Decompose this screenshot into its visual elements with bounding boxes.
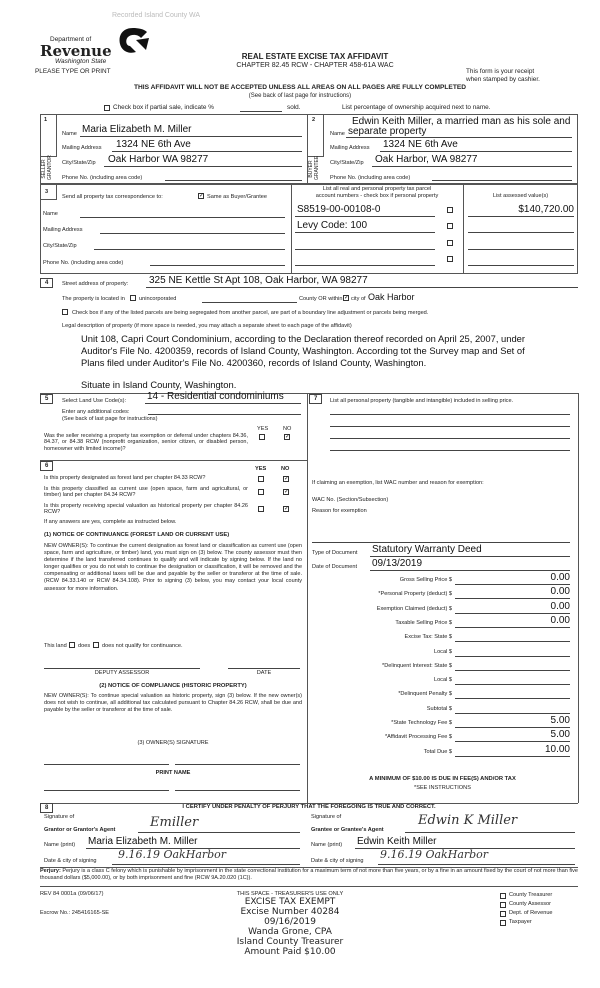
exemption-question: Was the seller receiving a property tax exemption or deferral under chapters 84.36, 84.37, or 84.38 RCW (nonprofit organization, senior citizen, or disabled person, homeowner with limited income)? bbox=[44, 433, 248, 452]
minimum-due-note: A MINIMUM OF $10.00 IS DUE IN FEE(S) AND/OR TAX bbox=[369, 776, 516, 782]
fee-label: *Affidavit Processing Fee $ bbox=[384, 734, 452, 741]
grantee-signature[interactable]: Edwin K Miller bbox=[418, 813, 518, 828]
underline bbox=[455, 698, 570, 699]
treasurer-use-label: THIS SPACE - TREASURER'S USE ONLY bbox=[236, 891, 344, 897]
partial-sale-checkbox[interactable] bbox=[104, 105, 110, 111]
copy-checkbox[interactable] bbox=[500, 911, 506, 917]
sold-label: sold. bbox=[287, 104, 301, 111]
section-number-cell bbox=[40, 184, 57, 200]
city-checkbox[interactable]: ✓ bbox=[344, 295, 350, 301]
grantor-agent-label: Grantor or Grantor's Agent bbox=[44, 827, 116, 833]
signature-of-label: Signature of bbox=[44, 814, 75, 820]
underline bbox=[455, 684, 570, 685]
county-field[interactable] bbox=[202, 302, 297, 303]
correspondence-label: Send all property tax correspondence to: bbox=[62, 194, 163, 200]
copy-label: Dept. of Revenue bbox=[509, 910, 553, 916]
see-back-note: (See back of last page for instructions) bbox=[248, 93, 352, 99]
current-use-no-checkbox[interactable]: ✓ bbox=[284, 489, 290, 495]
grantor-print-name[interactable]: Maria Elizabeth M. Miller bbox=[88, 836, 198, 847]
notice-continuance-text: NEW OWNER(S): To continue the current designation as forest land or classification as current use (open space, farm and agriculture, or timber) land, you must sign on (3) below. The county assessor must then determine if the land transferred continues to qualify and will indicate by signing below. If the land no longer qualifies or you do not wish to continue the designation or classification, it will be removed and the compensating or additional taxes will be due and payable by the seller or transferor at the time of sale. (RCW 84.33.140 or RCW 84.34.108). Prior to signing (3) below, you may contact your local county assessor for more information. bbox=[44, 543, 302, 592]
stamp-line: Excise Number 40284 bbox=[240, 907, 340, 917]
underline bbox=[455, 756, 570, 757]
stamp-line: EXCISE TAX EXEMPT bbox=[244, 897, 336, 907]
corr-name-field[interactable] bbox=[80, 217, 285, 218]
forest-no-checkbox[interactable]: ✓ bbox=[284, 476, 290, 482]
city-of-label: city of bbox=[351, 296, 366, 302]
fee-label: Total Due $ bbox=[423, 748, 452, 755]
fee-value[interactable]: 0.00 bbox=[550, 614, 570, 626]
underline bbox=[295, 265, 435, 266]
does-not-label: does not qualify for continuance. bbox=[102, 643, 183, 649]
underline bbox=[455, 656, 570, 657]
personal-property-line[interactable] bbox=[330, 450, 570, 451]
parcel-header: account numbers - check box if personal property bbox=[315, 193, 439, 199]
buyer-phone-label: Phone No. (including area code) bbox=[330, 175, 411, 181]
no-header: NO bbox=[283, 426, 292, 432]
located-label: The property is located in bbox=[62, 296, 125, 302]
underline bbox=[138, 832, 300, 833]
underline bbox=[405, 832, 575, 833]
buyer-mailing-address[interactable]: 1324 NE 6th Ave bbox=[383, 139, 458, 150]
section-7-number: 7 bbox=[309, 394, 322, 404]
partial-sale-label: Check box if partial sale, indicate % bbox=[113, 104, 214, 111]
underline bbox=[112, 151, 302, 152]
buyer-name-label: Name bbox=[330, 131, 345, 137]
forest-yes-checkbox[interactable] bbox=[258, 476, 264, 482]
section-6-number: 6 bbox=[40, 461, 53, 471]
corr-mail-field[interactable] bbox=[100, 233, 285, 234]
fee-label: Taxable Selling Price $ bbox=[395, 619, 452, 626]
property-street-address[interactable]: 325 NE Kettle St Apt 108, Oak Harbor, WA 98277 bbox=[149, 275, 368, 286]
deputy-assessor-label: DEPUTY ASSESSOR bbox=[94, 670, 150, 676]
underline bbox=[346, 137, 572, 138]
fee-value[interactable]: 0.00 bbox=[550, 600, 570, 612]
dor-logo-icon bbox=[116, 26, 150, 56]
underline bbox=[455, 641, 570, 642]
fee-value[interactable]: 5.00 bbox=[550, 729, 570, 741]
land-qualify-label: This land bbox=[44, 643, 67, 649]
underline bbox=[370, 570, 570, 571]
underline bbox=[455, 713, 570, 714]
buyer-name-line2[interactable]: separate property bbox=[348, 126, 427, 137]
corr-phone-label: Phone No. (including area code) bbox=[43, 260, 124, 266]
copy-label: County Assessor bbox=[509, 901, 551, 907]
underline bbox=[468, 265, 574, 266]
perjury-label: Perjury: bbox=[40, 868, 61, 874]
buyer-grantee-label: BUYER GRANTEE bbox=[308, 155, 320, 180]
please-type-or-print: PLEASE TYPE OR PRINT bbox=[35, 68, 111, 75]
seller-mail-label: Mailing Address bbox=[62, 145, 102, 151]
owner-print-name-field[interactable] bbox=[175, 790, 300, 791]
personal-property-line[interactable] bbox=[330, 438, 570, 439]
corr-phone-field[interactable] bbox=[150, 265, 285, 266]
section-4-number: 4 bbox=[40, 278, 53, 288]
copy-checkbox[interactable] bbox=[500, 902, 506, 908]
reason-field[interactable] bbox=[312, 542, 570, 543]
county-or-label: County OR within bbox=[299, 296, 343, 302]
escrow-number: Escrow No.: 245416165-SE bbox=[40, 910, 110, 916]
date-label: DATE bbox=[256, 670, 272, 676]
reason-label: Reason for exemption bbox=[312, 508, 367, 514]
personal-property-checkbox[interactable] bbox=[447, 223, 453, 229]
buyer-city-state-zip[interactable]: Oak Harbor, WA 98277 bbox=[375, 154, 478, 165]
buyer-city-label: City/State/Zip bbox=[330, 160, 364, 166]
historic-yes-checkbox[interactable] bbox=[258, 506, 264, 512]
assessed-value[interactable]: $140,720.00 bbox=[518, 204, 574, 215]
assessed-value-header: List assessed value(s) bbox=[492, 193, 549, 199]
form-revision: REV 84 0001a (09/06/17) bbox=[40, 891, 104, 897]
logo-text: Washington State bbox=[55, 58, 107, 65]
deputy-assessor-signature[interactable] bbox=[44, 668, 200, 669]
parcel-number[interactable]: Levy Code: 100 bbox=[297, 220, 368, 231]
fee-label: Local $ bbox=[433, 677, 452, 684]
underline bbox=[295, 249, 435, 250]
form-chapter: CHAPTER 82.45 RCW - CHAPTER 458-61A WAC bbox=[236, 62, 394, 69]
see-instructions-note: *SEE INSTRUCTIONS bbox=[414, 785, 471, 791]
fee-value[interactable]: 0.00 bbox=[550, 586, 570, 598]
buyer-name-line1[interactable]: Edwin Keith Miller, a married man as his sole and bbox=[352, 116, 571, 127]
personal-property-checkbox[interactable] bbox=[447, 207, 453, 213]
additional-codes-field[interactable] bbox=[148, 414, 301, 415]
personal-property-checkbox[interactable] bbox=[447, 240, 453, 246]
perjury-text: Perjury is a class C felony which is punishable by imprisonment in the state correctional institution for a maximum term of not more than five years, or by a fine in an amount fixed by the court of not more than five thousand dollars ($5,000.00), or by both imprisonment and fine (RCW 9A.20.020 (1C)). bbox=[40, 868, 578, 881]
situate-line: Situate in Island County, Washington. bbox=[81, 379, 237, 390]
underline bbox=[145, 403, 301, 404]
additional-codes-label: Enter any additional codes: bbox=[62, 409, 130, 415]
underline bbox=[380, 151, 572, 152]
notice-compliance-text: NEW OWNER(S): To continue special valuation as historic property, sign (3) below. If the new owner(s) does not wish to continue, all additional tax calculated pursuant to Chapter 84.26 RCW, shall be due and payable by the seller or transferor at the time of sale. bbox=[44, 693, 302, 714]
personal-property-label: List all personal property (tangible and intangible) included in selling price. bbox=[330, 398, 514, 404]
logo-text: Department of bbox=[50, 36, 92, 43]
land-use-code[interactable]: 14 - Residential condominiums bbox=[147, 391, 284, 402]
yes-header: YES bbox=[255, 466, 267, 472]
warning-text: THIS AFFIDAVIT WILL NOT BE ACCEPTED UNLESS ALL AREAS ON ALL PAGES ARE FULLY COMPLETED bbox=[133, 84, 467, 91]
legal-description-line: Auditor's File No. 4200359, records of Island County, Washington. According tot the Survey map and Set of bbox=[81, 345, 525, 356]
fee-label: *Delinquent Interest: State $ bbox=[382, 662, 452, 669]
legal-description-label: Legal description of property (if more space is needed, you may attach a separate sheet to each page of the affidavit) bbox=[62, 323, 352, 329]
copy-label: Taxpayer bbox=[509, 919, 532, 925]
if-yes-note: If any answers are yes, complete as instructed below. bbox=[44, 519, 177, 525]
document-type[interactable]: Statutory Warranty Deed bbox=[372, 544, 482, 555]
divider bbox=[40, 460, 307, 461]
corr-city-field[interactable] bbox=[94, 249, 285, 250]
section-1-number: 1 bbox=[44, 117, 48, 123]
print-name-label: PRINT NAME bbox=[155, 770, 191, 776]
does-qualify-checkbox[interactable] bbox=[69, 642, 75, 648]
underline bbox=[104, 166, 302, 167]
treasurer-stamp bbox=[200, 897, 380, 957]
date-city-label: Date & city of signing bbox=[44, 858, 97, 864]
same-as-buyer-label: Same as Buyer/Grantee bbox=[207, 194, 268, 200]
partial-percent-field[interactable] bbox=[240, 111, 282, 112]
underline bbox=[295, 216, 435, 217]
date-city-label: Date & city of signing bbox=[311, 858, 364, 864]
wac-label: WAC No. (Section/Subsection) bbox=[312, 497, 389, 503]
seller-mailing-address[interactable]: 1324 NE 6th Ave bbox=[116, 139, 191, 150]
underline bbox=[468, 232, 574, 233]
underline bbox=[378, 864, 575, 865]
signature-of-label: Signature of bbox=[311, 814, 342, 820]
fee-value[interactable]: 10.00 bbox=[544, 743, 570, 755]
underline bbox=[295, 232, 435, 233]
underline bbox=[468, 216, 574, 217]
underline bbox=[455, 584, 570, 585]
doc-type-label: Type of Document bbox=[312, 550, 358, 556]
fee-value[interactable]: 5.00 bbox=[550, 715, 570, 726]
seller-phone-field[interactable] bbox=[165, 180, 302, 181]
parcel-number[interactable]: S8519-00-00108-0 bbox=[297, 204, 381, 215]
segregated-label: Check box if any of the listed parcels are being segregated from another parcel, are part of a boundary line adjustment or parcels being merged. bbox=[72, 310, 429, 316]
grantee-print-name[interactable]: Edwin Keith Miller bbox=[357, 836, 437, 847]
underline bbox=[455, 598, 570, 599]
section-3-number: 3 bbox=[45, 189, 49, 195]
divider bbox=[40, 886, 578, 887]
segregated-checkbox[interactable] bbox=[62, 309, 68, 315]
personal-property-line[interactable] bbox=[330, 414, 570, 415]
copy-checkbox[interactable] bbox=[500, 893, 506, 899]
perjury-notice bbox=[40, 868, 578, 882]
logo-text: Revenue bbox=[40, 42, 112, 60]
seller-name[interactable]: Maria Elizabeth M. Miller bbox=[82, 124, 192, 135]
underline bbox=[112, 864, 300, 865]
document-date[interactable]: 09/13/2019 bbox=[372, 558, 423, 569]
land-use-label: Select Land Use Code(s): bbox=[62, 398, 127, 404]
receipt-note: when stamped by cashier. bbox=[466, 76, 540, 83]
grantee-agent-label: Grantee or Grantee's Agent bbox=[311, 827, 384, 833]
divider bbox=[578, 393, 579, 803]
seller-grantor-label: SELLER GRANTOR bbox=[41, 155, 53, 180]
underline bbox=[80, 136, 302, 137]
form-title: REAL ESTATE EXCISE TAX AFFIDAVIT bbox=[241, 52, 389, 61]
fee-label: Exemption Claimed (deduct) $ bbox=[376, 605, 452, 612]
fee-label: *Personal Property (deduct) $ bbox=[378, 591, 452, 598]
street-address-label: Street address of property: bbox=[62, 281, 129, 287]
fee-label: Local $ bbox=[433, 648, 452, 655]
does-not-qualify-checkbox[interactable] bbox=[93, 642, 99, 648]
owner-signature-field[interactable] bbox=[175, 764, 300, 765]
yes-header: YES bbox=[257, 426, 269, 432]
underline bbox=[455, 670, 570, 671]
seller-name-label: Name bbox=[62, 131, 77, 137]
stamp-line: Amount Paid $10.00 bbox=[244, 947, 336, 957]
unincorporated-checkbox[interactable] bbox=[130, 295, 136, 301]
underline bbox=[455, 741, 570, 742]
personal-property-checkbox[interactable] bbox=[447, 256, 453, 262]
historic-question: Is this property receiving special valuation as historical property per chapter 84.26 RCW? bbox=[44, 503, 248, 516]
underline bbox=[468, 249, 574, 250]
fee-value[interactable]: 0.00 bbox=[550, 572, 570, 583]
assessor-date[interactable] bbox=[228, 668, 300, 669]
seller-city-state-zip[interactable]: Oak Harbor WA 98277 bbox=[108, 154, 209, 165]
underline bbox=[455, 627, 570, 628]
legal-description-line: Plans filed under Auditor's File No. 4200360, records of Island County, Washington. bbox=[81, 357, 427, 368]
notice-compliance-title: (2) NOTICE OF COMPLIANCE (HISTORIC PROPERTY) bbox=[99, 683, 247, 689]
fee-label: *Delinquent Penalty $ bbox=[398, 691, 452, 698]
legal-description-line: Unit 108, Capri Court Condominium, according to the Declaration thereof recorded on April 25, 2007, under bbox=[81, 333, 526, 344]
forest-land-question: Is this property designated as forest land per chapter 84.33 RCW? bbox=[44, 475, 206, 481]
buyer-mail-label: Mailing Address bbox=[330, 145, 370, 151]
ownership-note: List percentage of ownership acquired next to name. bbox=[342, 104, 491, 111]
doc-date-label: Date of Document bbox=[312, 564, 358, 570]
underline bbox=[370, 556, 570, 557]
notice-continuance-title: (1) NOTICE OF CONTINUANCE (FOREST LAND OR CURRENT USE) bbox=[44, 532, 230, 538]
corr-city-label: City/State/Zip bbox=[43, 243, 77, 249]
recording-stamp-faint: Recorded Island County WA bbox=[112, 12, 201, 19]
personal-property-line[interactable] bbox=[330, 426, 570, 427]
fee-label: *State Technology Fee $ bbox=[391, 720, 452, 726]
does-label: does bbox=[78, 643, 91, 649]
same-as-buyer-checkbox[interactable]: ✓ bbox=[199, 193, 205, 199]
exemption-claim-label: If claiming an exemption, list WAC number and reason for exemption: bbox=[312, 480, 484, 486]
name-print-label: Name (print) bbox=[44, 842, 76, 848]
corr-name-label: Name bbox=[43, 211, 58, 217]
parcel-header: List all real and personal property tax parcel bbox=[322, 186, 432, 192]
section-2-number: 2 bbox=[312, 117, 316, 123]
stamp-line: Island County Treasurer bbox=[236, 937, 344, 947]
corr-mail-label: Mailing Address bbox=[43, 227, 83, 233]
owner-signature-field[interactable] bbox=[44, 764, 169, 765]
current-use-question: Is this property classified as current use (open space, farm and agricultural, or timber) land per chapter 84.34 RCW? bbox=[44, 486, 248, 499]
current-use-yes-checkbox[interactable] bbox=[258, 489, 264, 495]
copy-checkbox[interactable] bbox=[500, 920, 506, 926]
section-5-number: 5 bbox=[40, 394, 53, 404]
name-print-label: Name (print) bbox=[311, 842, 343, 848]
owner-print-name-field[interactable] bbox=[44, 790, 169, 791]
historic-no-checkbox[interactable]: ✓ bbox=[284, 506, 290, 512]
grantor-signature[interactable]: Emiller bbox=[150, 815, 199, 830]
receipt-note: This form is your receipt bbox=[466, 68, 535, 75]
stamp-line: 09/16/2019 bbox=[264, 917, 316, 927]
see-back-note: (See back of last page for instructions) bbox=[62, 416, 158, 422]
section-number-cell bbox=[40, 114, 57, 157]
underline bbox=[455, 613, 570, 614]
unincorporated-label: unincorporated bbox=[139, 296, 177, 302]
underline bbox=[372, 166, 572, 167]
stamp-line: Wanda Grone, CPA bbox=[248, 927, 332, 937]
grantee-date-city[interactable]: 9.16.19 OakHarbor bbox=[380, 848, 489, 861]
exemption-no-checkbox[interactable]: ✓ bbox=[285, 434, 291, 440]
underline bbox=[146, 287, 578, 288]
exemption-yes-checkbox[interactable] bbox=[259, 434, 265, 440]
grantor-date-city[interactable]: 9.16.19 OakHarbor bbox=[118, 848, 227, 861]
no-header: NO bbox=[281, 466, 290, 472]
fee-label: Gross Selling Price $ bbox=[399, 577, 452, 583]
divider bbox=[307, 393, 308, 803]
seller-phone-label: Phone No. (including area code) bbox=[62, 175, 143, 181]
underline bbox=[455, 727, 570, 728]
section-number-cell bbox=[307, 114, 324, 157]
fee-label: Excise Tax: State $ bbox=[404, 634, 452, 641]
fee-label: Subtotal $ bbox=[426, 705, 452, 712]
certify-statement: I CERTIFY UNDER PENALTY OF PERJURY THAT THE FOREGOING IS TRUE AND CORRECT. bbox=[182, 804, 436, 810]
section-8-number: 8 bbox=[40, 803, 53, 813]
property-city[interactable]: Oak Harbor bbox=[368, 292, 415, 302]
owner-signature-label: (3) OWNER(S) SIGNATURE bbox=[137, 740, 209, 746]
seller-city-label: City/State/Zip bbox=[62, 160, 96, 166]
buyer-phone-field[interactable] bbox=[432, 180, 572, 181]
copy-label: County Treasurer bbox=[509, 892, 553, 898]
